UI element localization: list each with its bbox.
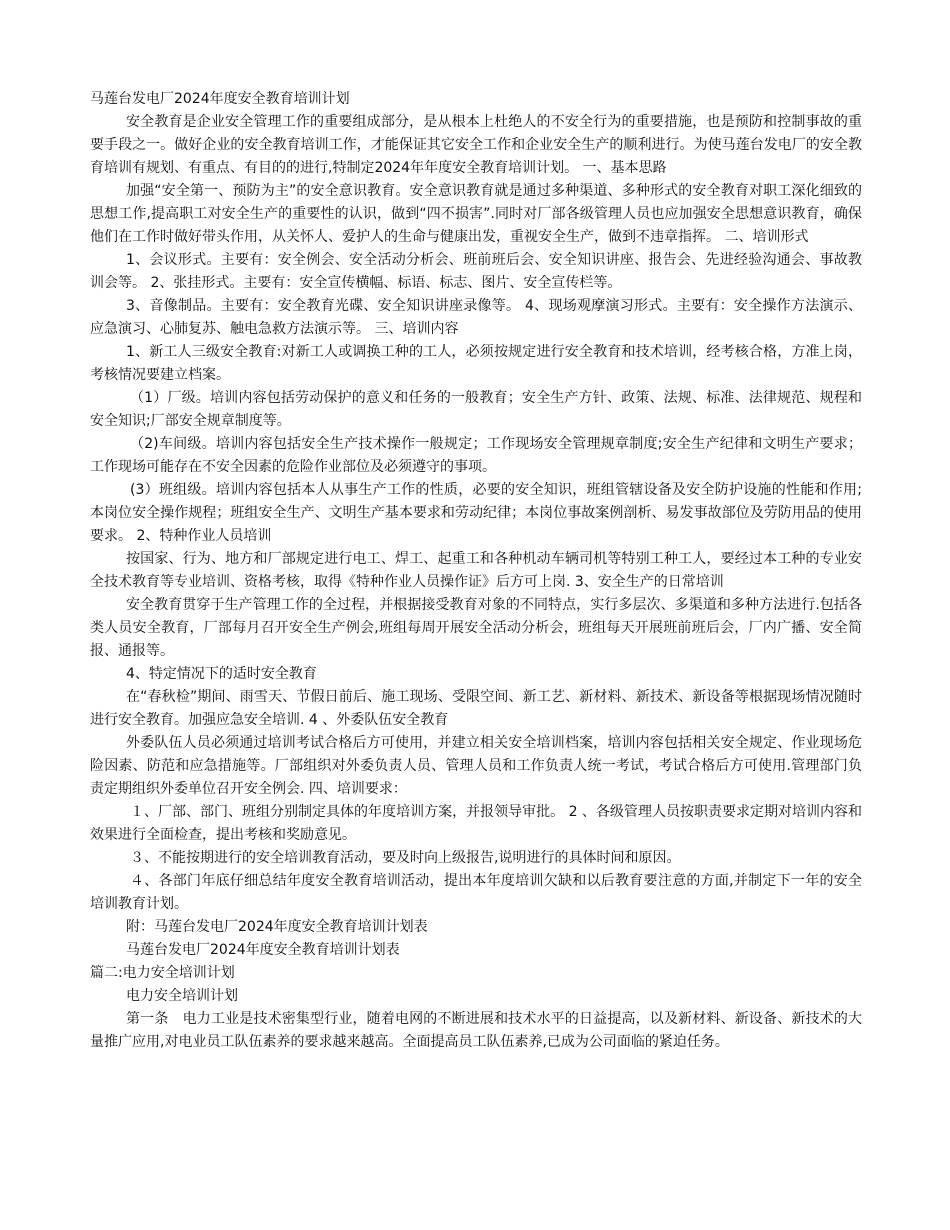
document-page: [90, 88, 862, 1054]
paragraph-requirement-4: ４、各部门年底仔细总结年度安全教育培训活动，提出本年度培训欠缺和以后教育要注意的方面,并制定下一年的安全培训教育计划。: [90, 873, 862, 912]
paragraph-forms-1: 1、会议形式。主要有：安全例会、安全活动分析会、班前班后会、安全知识讲座、报告会、先进经验沟通会、事故教训会等。 2、张挂形式。主要有：安全宣传横幅、标语、标志、图片、安全宣传栏等。: [90, 252, 862, 291]
paragraph-special-workers: 按国家、行为、地方和厂部规定进行电工、焊工、起重工和各种机动车辆司机等特别工种工人，要经过本工种的专业安全技术教育等专业培训、资格考核，取得《特种作业人员操作证》后方可上岗. 3、安全生产的日常培训: [90, 551, 862, 590]
paragraph-factory-level: （1）厂级。培训内容包括劳动保护的意义和任务的一般教育；安全生产方针、政策、法规、标准、法律规范、规程和安全知识;厂部安全规章制度等。: [90, 390, 862, 429]
paragraph-daily-training: 安全教育贯穿于生产管理工作的全过程，并根据接受教育对象的不同特点，实行多层次、多渠道和多种方法进行.包括各类人员安全教育，厂部每月召开安全生产例会,班组每周开展安全活动分析会，班组每天开展班前班后会，厂内广播、安全简报、通报等。: [90, 597, 862, 659]
paragraph-attachment: 附：马莲台发电厂2024年度安全教育培训计划表: [126, 919, 428, 935]
document-title: 马莲台发电厂2024年度安全教育培训计划: [90, 91, 350, 107]
paragraph-team-level: (3）班组级。培训内容包括本人从事生产工作的性质，必要的安全知识，班组管辖设备及安全防护设施的性能和作用;本岗位安全操作规程；班组安全生产、文明生产基本要求和劳动纪律；本岗位事故案例剖析、易发事故部位及劳防用品的使用要求。 2、特种作业人员培训: [90, 482, 862, 544]
paragraph-requirement-3: ３、不能按期进行的安全培训教育活动，要及时向上级报告,说明进行的具体时间和原因。: [130, 850, 681, 866]
paragraph-attachment-title: 马莲台发电厂2024年度安全教育培训计划表: [126, 942, 400, 958]
paragraph-content-1: 1、新工人三级安全教育:对新工人或调换工种的工人，必须按规定进行安全教育和技术培训，经考核合格，方准上岗，考核情况要建立档案。: [90, 344, 862, 383]
paragraph-intro: 安全教育是企业安全管理工作的重要组成部分，是从根本上杜绝人的不安全行为的重要措施，也是预防和控制事故的重要手段之一。做好企业的安全教育培训工作，才能保证其它安全工作和企业安全生产的顺利进行。为使马莲台发电厂的安全教育培训有规划、有重点、有目的的进行,特制定2024年年度安全教育培训计划。 一、基本思路: [90, 114, 862, 176]
part2-title: 电力安全培训计划: [126, 988, 238, 1004]
paragraph-workshop-level: （2)车间级。培训内容包括安全生产技术操作一般规定；工作现场安全管理规章制度;安全生产纪律和文明生产要求；工作现场可能存在不安全因素的危险作业部位及必须遵守的事项。: [90, 436, 862, 475]
paragraph-basic-idea: 加强“安全第一、预防为主”的安全意识教育。安全意识教育就是通过多种渠道、多种形式的安全教育对职工深化细致的思想工作,提高职工对安全生产的重要性的认识，做到“四不损害”.同时对厂部各级管理人员也应加强安全思想意识教育，确保他们在工作时做好带头作用，从关怀人、爱护人的生命与健康出发，重视安全生产，做到不违章指挥。 二、培训形式: [90, 183, 862, 245]
paragraph-specific-heading: 4、特定情况下的适时安全教育: [126, 666, 317, 682]
part2-heading: 篇二:电力安全培训计划: [90, 965, 235, 981]
paragraph-outsourced: 外委队伍人员必须通过培训考试合格后方可使用，并建立相关安全培训档案，培训内容包括相关安全规定、作业现场危险因素、防范和应急措施等。厂部组织对外委负责人员、管理人员和工作负责人统一考试，考试合格后方可使用.管理部门负责定期组织外委单位召开安全例会. 四、培训要求：: [90, 735, 862, 797]
part2-article-1: 第一条 电力工业是技术密集型行业，随着电网的不断进展和技术水平的日益提高，以及新材料、新设备、新技术的大量推广应用,对电业员工队伍素养的要求越来越高。全面提高员工队伍素养,已成为公司面临的紧迫任务。: [90, 1011, 862, 1050]
paragraph-forms-2: 3、音像制品。主要有：安全教育光碟、安全知识讲座录像等。 4、现场观摩演习形式。主要有：安全操作方法演示、应急演习、心肺复苏、触电急救方法演示等。 三、培训内容: [90, 298, 862, 337]
paragraph-requirement-1: １、厂部、部门、班组分别制定具体的年度培训方案，并报领导审批。 2 、各级管理人员按职责要求定期对培训内容和效果进行全面检查，提出考核和奖励意见。: [90, 804, 862, 843]
paragraph-specific-situations: 在“春秋检”期间、雨雪天、节假日前后、施工现场、受限空间、新工艺、新材料、新技术、新设备等根据现场情况随时进行安全教育。加强应急安全培训. 4 、外委队伍安全教育: [90, 689, 862, 728]
